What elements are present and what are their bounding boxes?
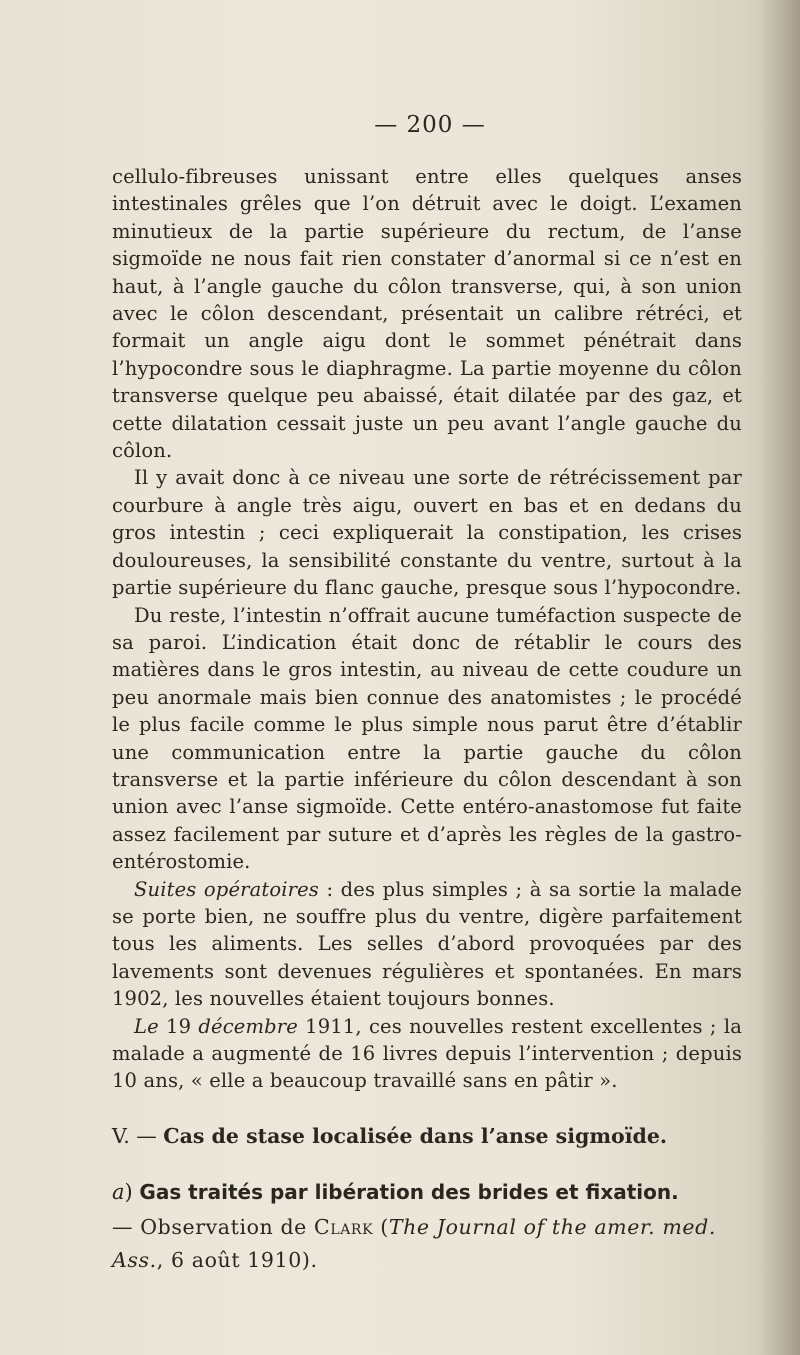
subsection-title: Gas traités par libération des brides et fixation. [139,1180,679,1204]
section-number: V. — [112,1124,164,1148]
paragraph-suites [112,876,742,1013]
page-edge-shadow [758,0,800,1355]
observation-journal: The Journal of the amer. med. Ass. [112,1215,716,1272]
paragraph-1: cellulo-fibreuses unissant entre elles quelques anses intestinales grêles que l’on détruit avec le doigt. L’examen minutieux de la partie supérieure du rectum, de l’anse sigmoïde ne nous fait rien constater d’anormal si ce n’est en haut, à l’angle gauche du côlon transverse, qui, à son union avec le côlon descendant, présentait un calibre rétréci, et formait un angle aigu dont le sommet pénétrait dans l’hypocondre sous le diaphragme. La partie moyenne du côlon transverse quelque peu abaissé, était dilatée par des gaz, et cette dilatation cessait juste un peu avant l’angle gauche du côlon. [112,165,742,463]
observation-reference [112,1211,762,1277]
paragraph-2: Il y avait donc à ce niveau une sorte de rétrécissement par courbure à angle très aigu, ouvert en bas et en dedans du gros intestin ; ceci expliquerait la constipation, les crises douloureuses, la sensibilité constante du ventre, surtout à la partie supérieure du flanc gauche, presque sous l’hypocondre. [112,466,742,600]
suites-text: : des plus simples ; à sa sortie la malade se porte bien, ne souffre plus du ventre, digère parfaitement tous les aliments. Les selles d’abord provoquées par des lavements sont devenues régulières et spontanées. En mars 1902, les nouvelles étaient toujours bonnes. [112,877,742,1011]
followup-month: décembre [198,1014,298,1038]
subsection-letter: a [112,1180,125,1204]
followup-text: 1911, ces nouvelles restent excellentes ; la malade a augmenté de 16 livres depuis l’intervention ; depuis 10 ans, « elle a beaucoup travaillé sans en pâtir ». [112,1014,742,1093]
subsection-heading: a) Gas traités par libération des brides et fixation. [112,1180,679,1204]
section-heading [112,1121,752,1151]
page-number: — 200 — [374,112,486,138]
paragraph-3: Du reste, l’intestin n’offrait aucune tuméfaction suspecte de sa paroi. L’indication était donc de rétablir le cours des matières dans le gros intestin, au niveau de cette coudure un peu anormale mais bien connue des anatomistes ; le procédé le plus facile comme le plus simple nous parut être d’établir une communication entre la partie gauche du côlon transverse et la partie inférieure du côlon descendant à son union avec l’anse sigmoïde. Cette entéro-anastomose fut faite assez facilement par suture et d’après les règles de la gastro-entérostomie. [112,603,742,874]
section-title: Cas de stase localisée dans l’anse sigmoïde. [163,1124,668,1148]
body-text [112,163,742,1095]
paragraph-followup [112,1013,742,1095]
followup-prefix: Le [134,1014,159,1038]
observation-open: ( [373,1215,389,1239]
observation-author: Clark [314,1215,374,1239]
suites-label: Suites opératoires [134,877,319,901]
observation-date: , 6 août 1910). [156,1248,318,1272]
observation-lead: — Observation de [112,1215,315,1239]
followup-day: 19 [158,1014,199,1038]
